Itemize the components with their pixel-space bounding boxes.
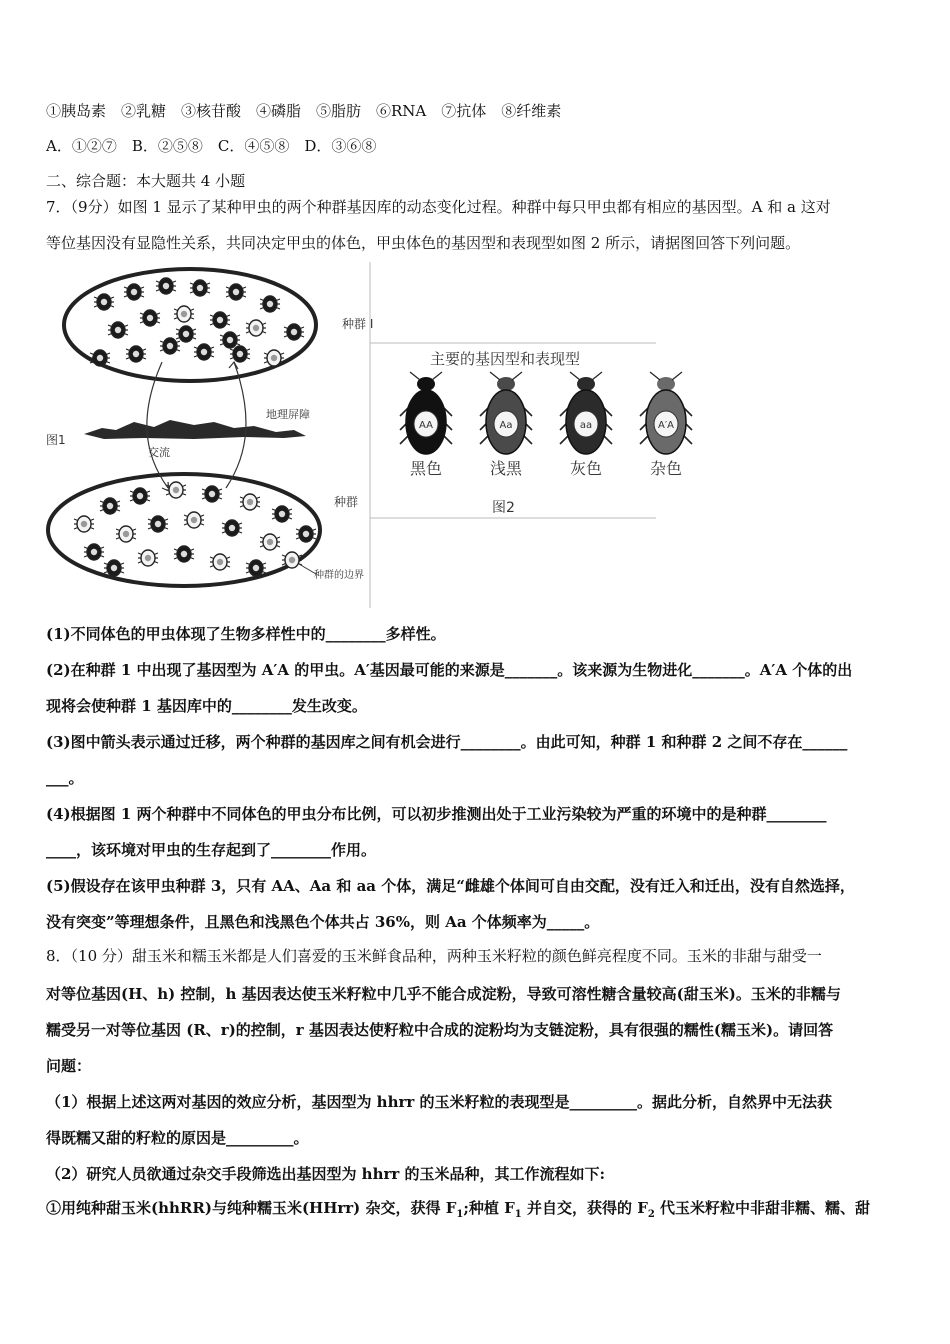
beetle-icon (210, 554, 230, 570)
beetle-figure (44, 262, 683, 608)
population-2-label: 种群 (334, 495, 359, 509)
genotype-label: Aa (499, 420, 513, 431)
phenotype-label: 浅黑 (489, 459, 523, 478)
q8-intro-4: 问题： (46, 1057, 92, 1075)
question-2-part-2: 现将会使种群 1 基因库中的________发生改变。 (46, 697, 367, 715)
beetle-icon (124, 284, 144, 300)
beetle-icon (174, 306, 194, 322)
question-5-part-1: (5)假设存在该甲虫种群 3，只有 AA、Aa 和 aa 个体，满足“雌雄个体间可自由交配，没有迁入和迁出，没有自然选择， (46, 877, 855, 895)
phenotype-beetle-icon (560, 372, 612, 454)
beetle-icon (272, 506, 292, 522)
migration-arrow-up (226, 362, 246, 488)
q7-intro-2: 等位基因没有显隐性关系，共同决定甲虫的体色，甲虫体色的基因型和表现型如图 2 所示，请据图回答下列问题。 (46, 234, 801, 252)
section-heading: 二、综合题：本大题共 4 小题 (46, 172, 246, 190)
q8-sub-1-part-1: （1）根据上述这两对基因的效应分析，基因型为 hhrr 的玉米籽粒的表现型是_________。据此分析，自然界中无法获 (46, 1093, 833, 1111)
phenotype-label: 黑色 (409, 459, 443, 478)
beetle-icon (176, 326, 196, 342)
question-4-part-2: ____，该环境对甲虫的生存起到了________作用。 (46, 841, 377, 859)
beetle-icon (74, 516, 94, 532)
beetle-icon (126, 346, 146, 362)
beetle-icon (108, 322, 128, 338)
figure-2-label: 图2 (492, 500, 515, 516)
figure-2-beetles (400, 372, 692, 478)
beetle-icon (194, 344, 214, 360)
figure-1-label: 图1 (46, 433, 66, 447)
figure-2-title: 主要的基因型和表现型 (430, 350, 581, 368)
beetle-icon (246, 320, 266, 336)
beetle-icon (148, 516, 168, 532)
beetle-icon (184, 512, 204, 528)
beetle-icon (222, 520, 242, 536)
beetle-icon (116, 526, 136, 542)
beetle-icon (84, 544, 104, 560)
boundary-label: 种群的边界 (314, 570, 364, 581)
beetle-icon (202, 486, 222, 502)
phenotype-beetle-icon (640, 372, 692, 454)
beetle-icon (220, 332, 240, 348)
beetle-icon (160, 338, 180, 354)
population-2-beetles (74, 482, 316, 576)
genotype-label: AA (419, 420, 433, 431)
phenotype-beetle-icon (480, 372, 532, 454)
q7-intro-1: 7．（9分）如图 1 显示了某种甲虫的两个种群基因库的动态变化过程。种群中每只甲虫都有相应的基因型。A 和 a 这对 (46, 198, 831, 216)
phenotype-beetle-icon (400, 372, 452, 454)
beetle-icon (260, 296, 280, 312)
genotype-label: A′A (658, 420, 674, 431)
beetle-icon (140, 310, 160, 326)
barrier-label: 地理屏障 (266, 408, 310, 421)
beetle-icon (226, 284, 246, 300)
answer-choices: A．①②⑦ B．②⑤⑧ C．④⑤⑧ D．③⑥⑧ (46, 137, 377, 155)
q8-intro-1: 8．（10 分）甜玉米和糯玉米都是人们喜爱的玉米鲜食品种，两种玉米籽粒的颜色鲜亮程度不同。玉米的非甜与甜受一 (46, 947, 822, 965)
beetle-icon (104, 560, 124, 576)
q8-intro-2: 对等位基因(H、h) 控制，h 基因表达使玉米籽粒中几乎不能合成淀粉，导致可溶性糖含量较高(甜玉米)。玉米的非糯与 (46, 985, 841, 1003)
beetle-icon (260, 534, 280, 550)
question-1: (1)不同体色的甲虫体现了生物多样性中的________多样性。 (46, 625, 446, 643)
beetle-icon (190, 280, 210, 296)
beetle-icon (138, 550, 158, 566)
geographic-barrier (84, 420, 306, 439)
q8-intro-3: 糯受另一对等位基因 (R、r)的控制，r 基因表达使籽粒中合成的淀粉均为支链淀粉，具有很强的糯性(糯玉米)。请回答 (46, 1021, 834, 1039)
beetle-icon (240, 494, 260, 510)
beetle-icon (100, 498, 120, 514)
options-line: ①胰岛素 ②乳糖 ③核苷酸 ④磷脂 ⑤脂肪 ⑥RNA ⑦抗体 ⑧纤维素 (46, 102, 562, 120)
beetle-icon (296, 526, 316, 542)
beetle-icon (230, 346, 250, 362)
q8-sub-2: （2）研究人员欲通过杂交手段筛选出基因型为 hhrr 的玉米品种，其工作流程如下: (46, 1165, 606, 1183)
phenotype-label: 灰色 (569, 459, 603, 478)
population-1-label: 种群 I (342, 317, 374, 331)
question-3-part-2: ___。 (46, 769, 84, 787)
q8-sub-1-part-2: 得既糯又甜的籽粒的原因是_________。 (46, 1129, 309, 1147)
question-4-part-1: (4)根据图 1 两个种群中不同体色的甲虫分布比例，可以初步推测出处于工业污染较为严重的环境中的是种群________ (46, 805, 827, 823)
beetle-icon (90, 350, 110, 366)
beetle-icon (284, 324, 304, 340)
question-2-part-1: (2)在种群 1 中出现了基因型为 A′A 的甲虫。A′基因最可能的来源是_______。该来源为生物进化_______。A′A 个体的出 (46, 661, 853, 679)
population-1-beetles (90, 278, 304, 366)
beetle-icon (130, 488, 150, 504)
question-5-part-2: 没有突变”等理想条件，且黑色和浅黑色个体共占 36%，则 Aa 个体频率为_____。 (46, 913, 600, 931)
beetle-icon (94, 294, 114, 310)
question-3-part-1: (3)图中箭头表示通过迁移，两个种群的基因库之间有机会进行________。由此可知，种群 1 和种群 2 之间不存在______ (46, 733, 848, 751)
phenotype-label: 杂色 (649, 459, 683, 478)
q8-step-1: ①用纯种甜玉米(hhRR)与纯种糯玉米(HHrr) 杂交，获得 $F_1$;种植 $F_1$ 并自交，获得的 $F_2$ 代玉米籽粒中非甜非糯、糯、甜 (46, 1199, 871, 1220)
beetle-icon (210, 312, 230, 328)
flow-label: 交流 (148, 446, 170, 459)
beetle-icon (174, 546, 194, 562)
beetle-icon (156, 278, 176, 294)
genotype-label: aa (579, 420, 593, 431)
